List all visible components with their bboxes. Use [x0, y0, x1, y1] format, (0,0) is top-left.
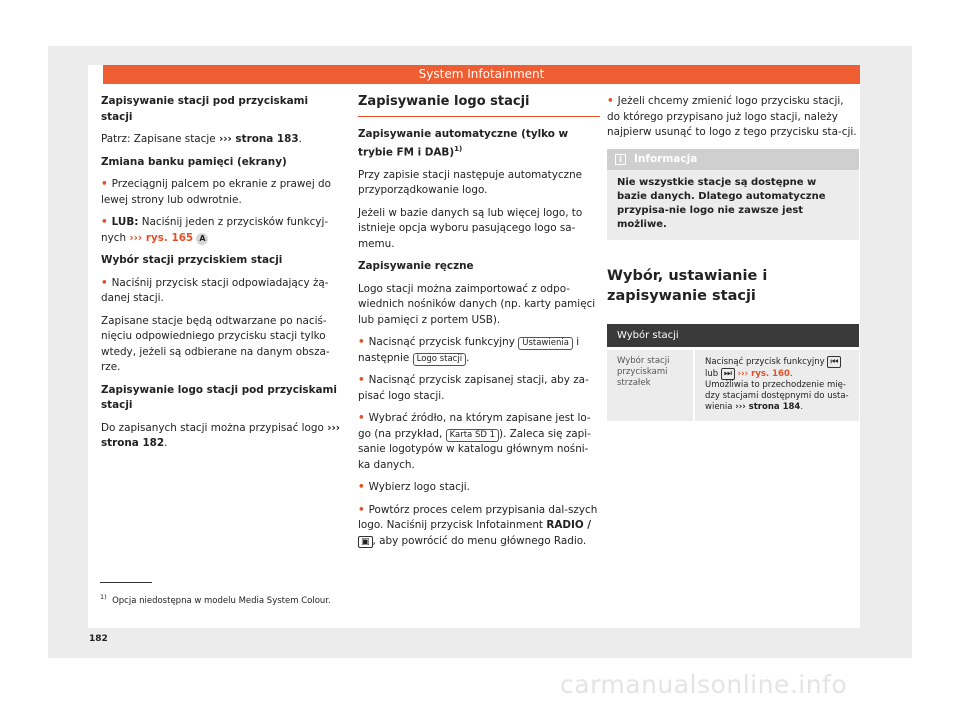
bullet-item: • Powtórz proces celem przypisania dal-szych logo. Naciśnij przycisk Infotainment RADIO / ▣ , aby powrócić do menu głównego Radio.	[358, 503, 600, 550]
media-icon: ▣	[358, 536, 373, 548]
table-row	[607, 349, 859, 422]
bullet-item: • Wybrać źródło, na którym zapisane jest lo-go (na przykład, Karta SD 1 ). Zaleca się zapi-sanie logotypów w katalogu głównym nośni-ka danych.	[358, 411, 600, 473]
bullet-item: • Nacisnąć przycisk funkcyjny Ustawienia i następnie Logo stacji .	[358, 335, 600, 366]
table-cell: Wybór stacji przyciskami strzałek	[607, 349, 694, 422]
cross-reference[interactable]: ››› strona 182	[101, 421, 341, 449]
footnote: $^{1)}$ Opcja niedostępna w modelu Media System Colour.	[100, 593, 331, 606]
bullet-item: • Nacisnąć przycisk zapisanej stacji, aby za-pisać logo stacji.	[358, 373, 600, 404]
heading: Wybór stacji przyciskiem stacji	[101, 254, 283, 266]
key-label-karta-sd: Karta SD 1	[446, 429, 499, 442]
section-heading: Wybór, ustawianie i zapisywanie stacji	[607, 268, 768, 304]
radio-key-label: RADIO /	[546, 519, 592, 532]
key-label-logo-stacji: Logo stacji	[413, 353, 466, 366]
table-header: Wybór stacji	[607, 324, 859, 349]
heading: Zapisywanie stacji pod przyciskami stacji	[101, 95, 309, 123]
skip-previous-icon: ⏮	[827, 356, 841, 368]
column-left	[101, 94, 341, 459]
cross-reference[interactable]: ››› strona 183	[218, 133, 299, 145]
paragraph: Logo stacji można zaimportować z odpo-wiednich nośników danych (np. karty pamięci lub pamięci z portem USB).	[358, 282, 596, 326]
bullet-item: • Naciśnij przycisk stacji odpowiadający żą-danej stacji.	[101, 276, 341, 307]
paragraph: Zapisane stacje będą odtwarzane po naciś-nięciu odpowiedniego przycisku stacji tylko wtedy, jeżeli są odbierane na danym obsza-rze.	[101, 314, 330, 373]
key-label-ustawienia: Ustawienia	[518, 337, 573, 350]
figure-reference[interactable]: ››› rys. 160	[737, 369, 790, 379]
heading: Zapisywanie logo stacji pod przyciskami stacji	[101, 383, 337, 411]
bullet-item: • Wybierz logo stacji.	[358, 480, 600, 496]
info-box-header: i Informacja	[607, 149, 859, 171]
figure-reference[interactable]: ››› rys. 165	[129, 231, 194, 244]
heading: Zapisywanie ręczne	[358, 260, 474, 273]
paragraph: Do zapisanych stacji można przypisać logo ››› strona 182.	[101, 421, 341, 449]
column-middle	[358, 94, 600, 556]
watermark: carmanualsonline.info	[560, 670, 848, 699]
bullet-item: • Przeciągnij palcem po ekranie z prawej do lewej strony lub odwrotnie.	[101, 177, 341, 208]
heading: Zapisywanie automatyczne (tylko w trybie FM i DAB)$^{1)}$	[358, 127, 569, 159]
bullet-item: • Jeżeli chcemy zmienić logo przycisku stacji, do którego przypisano już logo stacji, należy najpierw usunąć to logo z tego przycisku sta-cji.	[607, 94, 859, 141]
page-header: System Infotainment	[103, 65, 860, 84]
paragraph: Przy zapisie stacji następuje automatyczne przyporządkowanie logo.	[358, 168, 583, 197]
cross-reference[interactable]: ››› strona 184	[735, 402, 801, 412]
table-cell: Nacisnąć przycisk funkcyjny ⏮ lub ⏭ ››› rys. 160. Umożliwia to przechodzenie mię-dzy stacjami dostępnymi do usta-wienia ››› strona 184.	[694, 349, 859, 422]
footnote-marker: 1)	[454, 145, 463, 153]
column-right	[607, 94, 859, 421]
section-heading: Zapisywanie logo stacji	[358, 94, 600, 117]
footnote-rule	[100, 582, 152, 583]
paragraph: Jeżeli w bazie danych są lub więcej logo, to istnieje opcja wyboru pasującego logo sa-memu.	[358, 206, 583, 250]
station-table	[607, 324, 859, 421]
callout-marker: A	[196, 233, 208, 245]
info-icon: i	[615, 154, 626, 165]
page-number: 182	[89, 634, 108, 644]
info-box	[607, 149, 859, 241]
heading: Zmiana banku pamięci (ekrany)	[101, 155, 287, 168]
paragraph: Patrz: Zapisane stacje ››› strona 183.	[101, 133, 302, 145]
bullet-item: • LUB: Naciśnij jeden z przycisków funkcyj-nych ››› rys. 165 A	[101, 215, 341, 246]
skip-next-icon: ⏭	[721, 368, 735, 380]
info-box-body: Nie wszystkie stacje są dostępne w bazie danych. Dlatego automatyczne przypisa-nie logo nie zawsze jest możliwe.	[617, 177, 826, 230]
